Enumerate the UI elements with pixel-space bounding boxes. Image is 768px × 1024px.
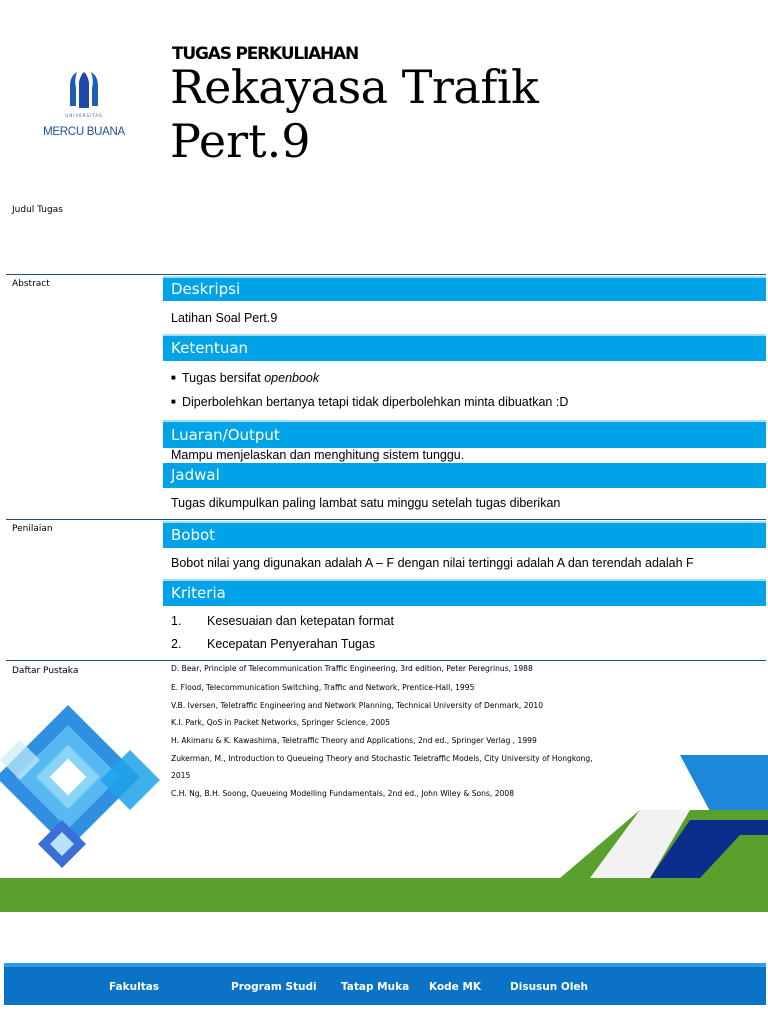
- divider: [6, 660, 766, 661]
- kriteria-item: [171, 614, 394, 628]
- kriteria-number: 2.: [171, 637, 182, 651]
- luaran-text: Mampu menjelaskan dan menghitung sistem tunggu.: [171, 448, 465, 462]
- reference-item: V.B. Iversen, Teletraffic Engineering and Network Planning, Technical University of Denmark, 2010: [171, 701, 544, 710]
- kriteria-text: Kecepatan Penyerahan Tugas: [207, 637, 376, 651]
- bullet-icon: ■: [171, 373, 176, 382]
- ketentuan-item-text: Diperbolehkan bertanya tetapi tidak diperbolehkan minta dibuatkan :D: [182, 395, 569, 409]
- label-daftar-pustaka: Daftar Pustaka: [12, 666, 79, 676]
- label-abstract: Abstract: [12, 279, 50, 289]
- decorative-background: [0, 700, 768, 920]
- logo-name: MERCU BUANA: [43, 126, 125, 138]
- green-band: [0, 878, 768, 912]
- reference-item: C.H. Ng, B.H. Soong, Queueing Modelling Fundamentals, 2nd ed., John Wiley & Sons, 2008: [171, 789, 515, 798]
- section-header-kriteria: Kriteria: [163, 579, 766, 606]
- reference-item: 2015: [171, 771, 191, 780]
- kriteria-text: Kesesuaian dan ketepatan format: [207, 614, 394, 628]
- kicker-title: TUGAS PERKULIAHAN: [172, 44, 359, 64]
- divider: [6, 519, 766, 520]
- university-logo: [36, 68, 132, 144]
- reference-item: K.I. Park, QoS in Packet Networks, Springer Science, 2005: [171, 718, 390, 727]
- section-header-jadwal: Jadwal: [163, 463, 766, 488]
- bullet-icon: ■: [171, 397, 176, 406]
- ketentuan-item-text: Tugas bersifat: [182, 371, 265, 385]
- jadwal-text: Tugas dikumpulkan paling lambat satu minggu setelah tugas diberikan: [171, 496, 561, 510]
- bobot-text: Bobot nilai yang digunakan adalah A – F dengan nilai tertinggi adalah A dan terendah adalah F: [171, 556, 694, 570]
- ketentuan-item: [171, 371, 319, 385]
- ketentuan-item: [171, 395, 568, 409]
- footer-program-studi: Program Studi: [231, 981, 317, 993]
- page-subtitle: Pert.9: [170, 114, 311, 168]
- footer-kode-mk: Kode MK: [429, 981, 482, 993]
- footer-fakultas: Fakultas: [109, 981, 160, 993]
- diamond-pattern: [0, 705, 160, 868]
- kriteria-number: 1.: [171, 614, 182, 628]
- page-title: Rekayasa Trafik: [170, 60, 539, 114]
- label-penilaian: Penilaian: [12, 524, 53, 534]
- deskripsi-text: Latihan Soal Pert.9: [171, 311, 278, 325]
- mercu-buana-emblem-icon: [67, 72, 101, 112]
- section-header-deskripsi: Deskripsi: [163, 276, 766, 301]
- section-header-bobot: Bobot: [163, 521, 766, 548]
- section-header-ketentuan: Ketentuan: [163, 334, 766, 361]
- divider: [6, 274, 766, 275]
- section-header-luaran: Luaran/Output: [163, 420, 766, 448]
- reference-item: Zukerman, M., Introduction to Queueing Theory and Stochastic Teletraffic Models, City University of Hongkong,: [171, 754, 593, 763]
- label-judul-tugas: Judul Tugas: [12, 205, 63, 215]
- footer-tatap-muka: Tatap Muka: [341, 981, 410, 993]
- kriteria-item: [171, 637, 375, 651]
- reference-item: D. Bear, Principle of Telecommunication Traffic Engineering, 3rd edition, Peter Peregrinus, 1988: [171, 664, 533, 673]
- reference-item: E. Flood, Telecommunication Switching, Traffic and Network, Prentice-Hall, 1995: [171, 683, 475, 692]
- logo-university-text: UNIVERSITAS: [65, 113, 103, 118]
- ketentuan-item-italic: openbook: [264, 371, 320, 385]
- reference-item: H. Akimaru & K. Kawashima, Teletraffic Theory and Applications, 2nd ed., Springer Verlag , 1999: [171, 736, 537, 745]
- footer-disusun-oleh: Disusun Oleh: [510, 981, 589, 993]
